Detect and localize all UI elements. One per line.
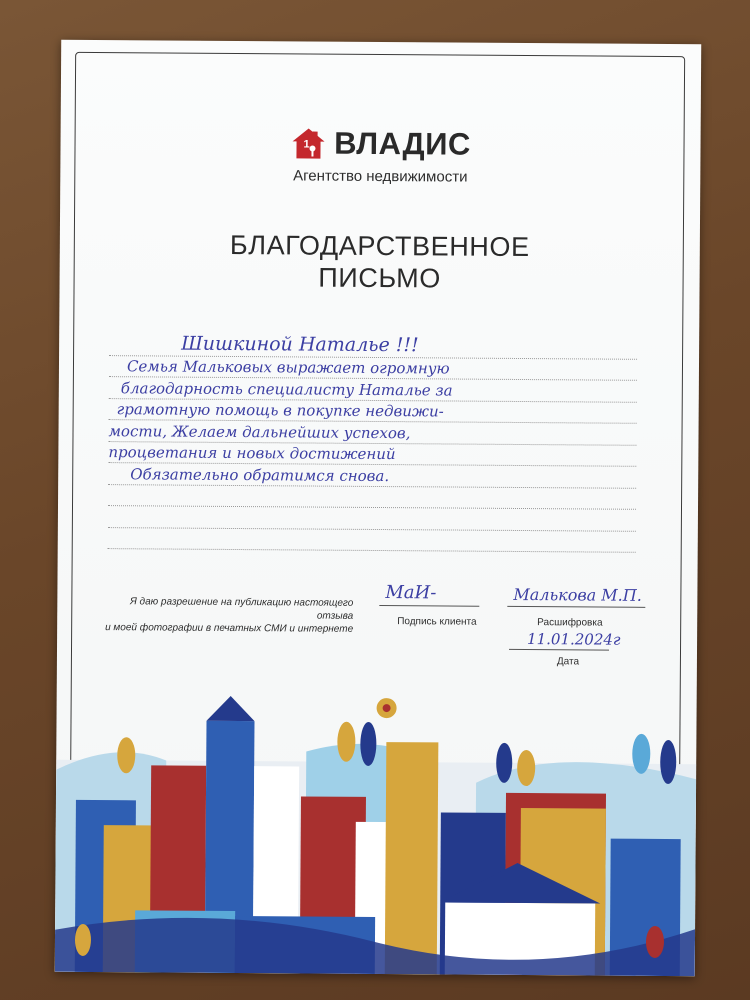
- client-signature: МаИ-: [385, 582, 437, 604]
- brand-name: ВЛАДИС: [334, 125, 471, 162]
- handwritten-text: мости, Желаем дальнейших успехов,: [108, 421, 411, 442]
- handwritten-lines: [108, 334, 637, 553]
- letter-sheet: [55, 40, 701, 976]
- transcript-label: Расшифровка: [537, 617, 603, 629]
- handwritten-text: Шишкиной Наталье !!!: [181, 332, 419, 356]
- consent-line-2: и моей фотографии в печатных СМИ и интернете: [105, 622, 354, 635]
- consent-text: [103, 595, 353, 636]
- handwritten-text: Обязательно обратимся снова.: [130, 464, 390, 485]
- transcript-value: Малькова М.П.: [513, 584, 642, 605]
- house-key-icon: [290, 126, 326, 160]
- city-illustration: [55, 670, 697, 976]
- handwritten-text: процветания и новых достижений: [108, 443, 396, 464]
- signature-label: Подпись клиента: [397, 616, 477, 628]
- title-line-2: ПИСЬМО: [318, 262, 441, 294]
- text-line: [108, 528, 636, 553]
- handwritten-text: благодарность специалисту Наталье за: [120, 378, 453, 400]
- tagline: Агентство недвижимости: [293, 167, 468, 186]
- date-value: 11.01.2024г: [527, 630, 621, 649]
- svg-text:1: 1: [303, 138, 310, 151]
- handwritten-text: грамотную помощь в покупке недвижи-: [116, 400, 444, 421]
- handwritten-text: Семья Мальковых выражает огромную: [126, 357, 450, 378]
- logo: [60, 124, 700, 168]
- title-line-1: БЛАГОДАРСТВЕННОЕ: [229, 229, 530, 263]
- letter-title: [60, 228, 700, 296]
- consent-line-1: Я даю разрешение на публикацию настоящего отзыва: [129, 596, 354, 622]
- date-label: Дата: [556, 656, 580, 668]
